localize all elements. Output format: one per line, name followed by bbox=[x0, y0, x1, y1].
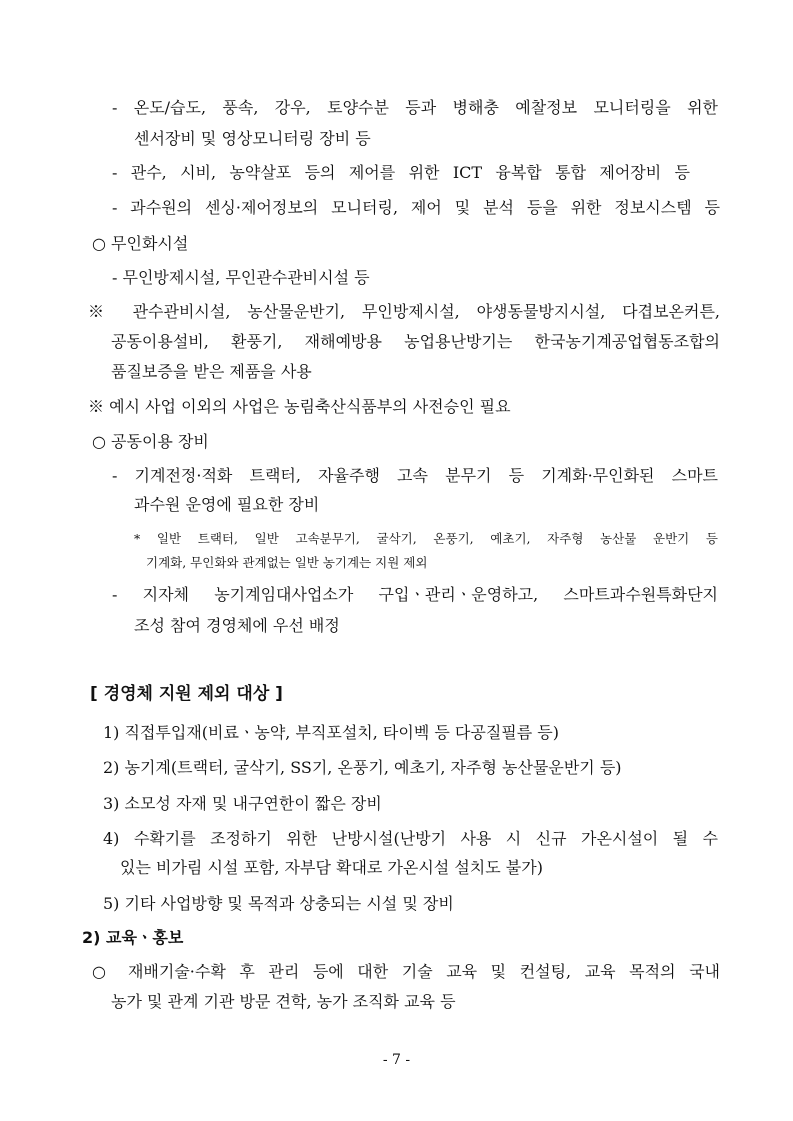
education-item-line1: ○ 재배기술·수확 후 관리 등에 대한 기술 교육 및 컨설팅, 교육 목적의 국내 bbox=[92, 962, 720, 981]
exclusion-item-2: 2) 농기계(트랙터, 굴삭기, SS기, 온풍기, 예초기, 자주형 농산물운반기 등) bbox=[103, 758, 622, 777]
shared-sub-line1: * 일반 트랙터, 일반 고속분무기, 굴삭기, 온풍기, 예초기, 자주형 농산물 운반기 등 bbox=[134, 531, 718, 546]
education-heading: 2) 교육ㆍ홍보 bbox=[82, 928, 184, 947]
exclusion-heading: [ 경영체 지원 제외 대상 ] bbox=[90, 684, 283, 704]
exclusion-item-1: 1) 직접투입재(비료ㆍ농약, 부직포설치, 타이벡 등 다공질필름 등) bbox=[103, 723, 559, 742]
note1-line2: 공동이용설비, 환풍기, 재해예방용 농업용난방기는 한국농기계공업협동조합의 bbox=[111, 332, 720, 351]
exclusion-item-3: 3) 소모성 자재 및 내구연한이 짧은 장비 bbox=[103, 794, 382, 813]
exclusion-item-5: 5) 기타 사업방향 및 목적과 상충되는 시설 및 장비 bbox=[103, 894, 454, 913]
unmanned-item: - 무인방제시설, 무인관수관비시설 등 bbox=[112, 268, 370, 287]
info-system-item: - 과수원의 센싱·제어정보의 모니터링, 제어 및 분석 등을 위한 정보시스템 등 bbox=[112, 198, 720, 217]
note1-line1: ※ 관수관비시설, 농산물운반기, 무인방제시설, 야생동물방지시설, 다겹보온커튼, bbox=[88, 302, 720, 321]
ict-control-item: - 관수, 시비, 농약살포 등의 제어를 위한 ICT 융복합 통합 제어장비 등 bbox=[112, 163, 690, 182]
note1-line3: 품질보증을 받은 제품을 사용 bbox=[111, 362, 312, 381]
note2: ※ 예시 사업 이외의 사업은 농림축산식품부의 사전승인 필요 bbox=[88, 397, 511, 416]
shared-item1-line1: - 기계전정·적화 트랙터, 자율주행 고속 분무기 등 기계화·무인화된 스마트 bbox=[112, 466, 718, 485]
unmanned-heading: ○ 무인화시설 bbox=[92, 234, 189, 253]
shared-item2-line2: 조성 참여 경영체에 우선 배정 bbox=[134, 616, 340, 635]
education-item-line2: 농가 및 관계 기관 방문 견학, 농가 조직화 교육 등 bbox=[111, 992, 456, 1011]
shared-equipment-heading: ○ 공동이용 장비 bbox=[92, 432, 209, 451]
page-number: - 7 - bbox=[382, 1052, 411, 1068]
sensor-item-line2: 센서장비 및 영상모니터링 장비 등 bbox=[134, 129, 371, 148]
exclusion-item-4-line2: 있는 비가림 시설 포함, 자부담 확대로 가온시설 설치도 불가) bbox=[120, 858, 543, 877]
shared-item1-line2: 과수원 운영에 필요한 장비 bbox=[134, 495, 320, 514]
shared-sub-line2: 기계화, 무인화와 관계없는 일반 농기계는 지원 제외 bbox=[146, 555, 428, 570]
shared-item2-line1: - 지자체 농기계임대사업소가 구입ㆍ관리ㆍ운영하고, 스마트과수원특화단지 bbox=[112, 585, 718, 604]
exclusion-item-4-line1: 4) 수확기를 조정하기 위한 난방시설(난방기 사용 시 신규 가온시설이 될 수 bbox=[103, 829, 718, 848]
sensor-item-line1: - 온도/습도, 풍속, 강우, 토양수분 등과 병해충 예찰정보 모니터링을 위한 bbox=[112, 98, 718, 117]
